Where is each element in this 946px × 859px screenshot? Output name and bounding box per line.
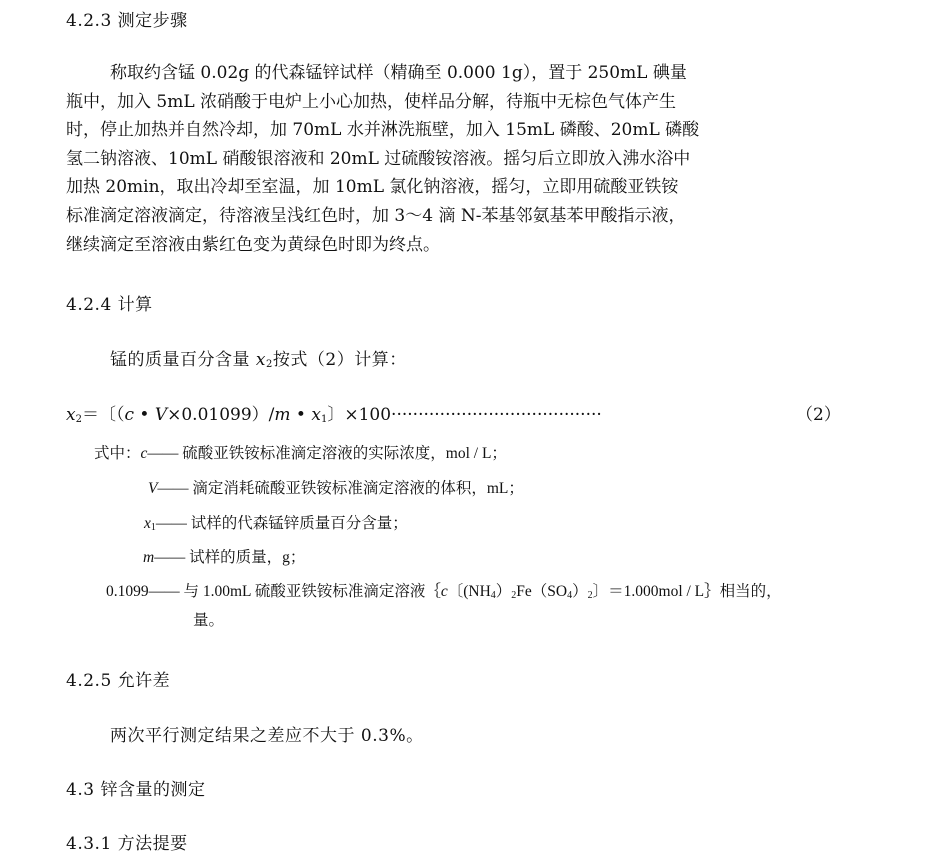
def-text-sub: 2 bbox=[511, 590, 517, 601]
formula-m: m bbox=[274, 405, 291, 425]
definition-m bbox=[143, 545, 305, 567]
def-text: —— 硫酸亚铁铵标准滴定溶液的实际浓度，mol / L； bbox=[147, 445, 507, 462]
def-text-sub: 4 bbox=[567, 590, 573, 601]
definition-c bbox=[94, 441, 507, 463]
calc-intro-text: 锰的质量百分含量 bbox=[110, 350, 256, 370]
calc-intro-sub: 2 bbox=[266, 359, 273, 370]
formula-lhs-sub: 2 bbox=[75, 414, 82, 425]
procedure-line: 称取约含锰 0.02g 的代森锰锌试样（精确至 0.000 1g），置于 250mL 碘量 bbox=[110, 63, 687, 83]
formula-lhs: x bbox=[66, 405, 76, 425]
definitions-label: 式中： bbox=[94, 445, 141, 462]
formula-open: ＝〔（ bbox=[81, 405, 125, 425]
formula-dot: • bbox=[134, 405, 155, 425]
heading-4-2-5: 4.2.5 允许差 bbox=[66, 671, 171, 691]
def-text-sub: 4 bbox=[490, 590, 496, 601]
def-text: Fe（SO bbox=[516, 583, 568, 600]
heading-4-2-3: 4.2.3 测定步骤 bbox=[66, 11, 188, 31]
calc-intro-var: x bbox=[255, 350, 266, 370]
tolerance-text: 两次平行测定结果之差应不大于 0.3%。 bbox=[110, 726, 424, 746]
def-text: —— 试样的代森锰锌质量百分含量； bbox=[155, 515, 408, 532]
formula-x: x bbox=[311, 405, 321, 425]
def-text: ） bbox=[572, 583, 588, 600]
def-text: 〔(NH bbox=[447, 583, 491, 600]
def-symbol: V bbox=[148, 480, 158, 497]
def-text: —— 与 1.00mL 硫酸亚铁铵标准滴定溶液｛ bbox=[148, 583, 441, 600]
calc-intro bbox=[110, 345, 407, 370]
heading-4-3: 4.3 锌含量的测定 bbox=[66, 780, 206, 800]
def-symbol: m bbox=[143, 549, 155, 566]
def-text: —— 滴定消耗硫酸亚铁铵标准滴定溶液的体积，mL； bbox=[157, 480, 524, 497]
def-text: 〕＝1.000mol / L｝相当的， bbox=[592, 583, 782, 600]
definition-x1 bbox=[144, 511, 408, 533]
def-symbol: 0.1099 bbox=[106, 583, 149, 600]
procedure-line: 氢二钠溶液、10mL 硝酸银溶液和 20mL 过硫酸铵溶液。摇匀后立即放入沸水浴中 bbox=[66, 148, 691, 169]
formula-V: V bbox=[154, 405, 168, 425]
def-symbol: c bbox=[140, 445, 148, 462]
definition-constant-continuation: 量。 bbox=[193, 612, 225, 629]
def-text-sub: 2 bbox=[587, 590, 593, 601]
def-text: —— 试样的质量，g； bbox=[154, 549, 306, 566]
definition-constant bbox=[106, 579, 782, 601]
formula-leader-dots: ······································· bbox=[391, 405, 602, 425]
procedure-line: 标准滴定溶液滴定，待溶液呈浅红色时，加 3～4 滴 N-苯基邻氨基苯甲酸指示液， bbox=[66, 205, 686, 226]
procedure-line: 时，停止加热并自然冷却，加 70mL 水并淋洗瓶壁，加入 15mL 磷酸、20mL 磷酸 bbox=[66, 120, 700, 141]
def-text-var: c bbox=[440, 583, 448, 600]
def-symbol: x bbox=[144, 515, 151, 532]
def-text: ） bbox=[495, 583, 512, 600]
procedure-paragraph bbox=[66, 59, 846, 259]
formula-number: （2） bbox=[796, 405, 841, 425]
heading-4-2-4: 4.2.4 计算 bbox=[66, 295, 153, 315]
procedure-line: 瓶中，加入 5mL 浓硝酸于电炉上小心加热，使样品分解，待瓶中无棕色气体产生 bbox=[66, 91, 677, 112]
formula-2 bbox=[66, 400, 602, 425]
calc-intro-post: 按式（2）计算： bbox=[272, 350, 407, 370]
formula-c: c bbox=[124, 405, 134, 425]
formula-mid: ×0.01099）/ bbox=[167, 405, 275, 425]
formula-tail: 〕×100 bbox=[327, 405, 392, 425]
heading-4-3-1: 4.3.1 方法提要 bbox=[66, 834, 188, 854]
formula-dot: • bbox=[290, 405, 312, 425]
procedure-line: 继续滴定至溶液由紫红色变为黄绿色时即为终点。 bbox=[66, 234, 440, 255]
def-symbol-sub: 1 bbox=[150, 522, 156, 533]
procedure-line: 加热 20min，取出冷却至室温，加 10mL 氯化钠溶液，摇匀，立即用硫酸亚铁铵 bbox=[66, 177, 679, 198]
definition-V bbox=[148, 476, 524, 498]
formula-x-sub: 1 bbox=[320, 414, 328, 425]
